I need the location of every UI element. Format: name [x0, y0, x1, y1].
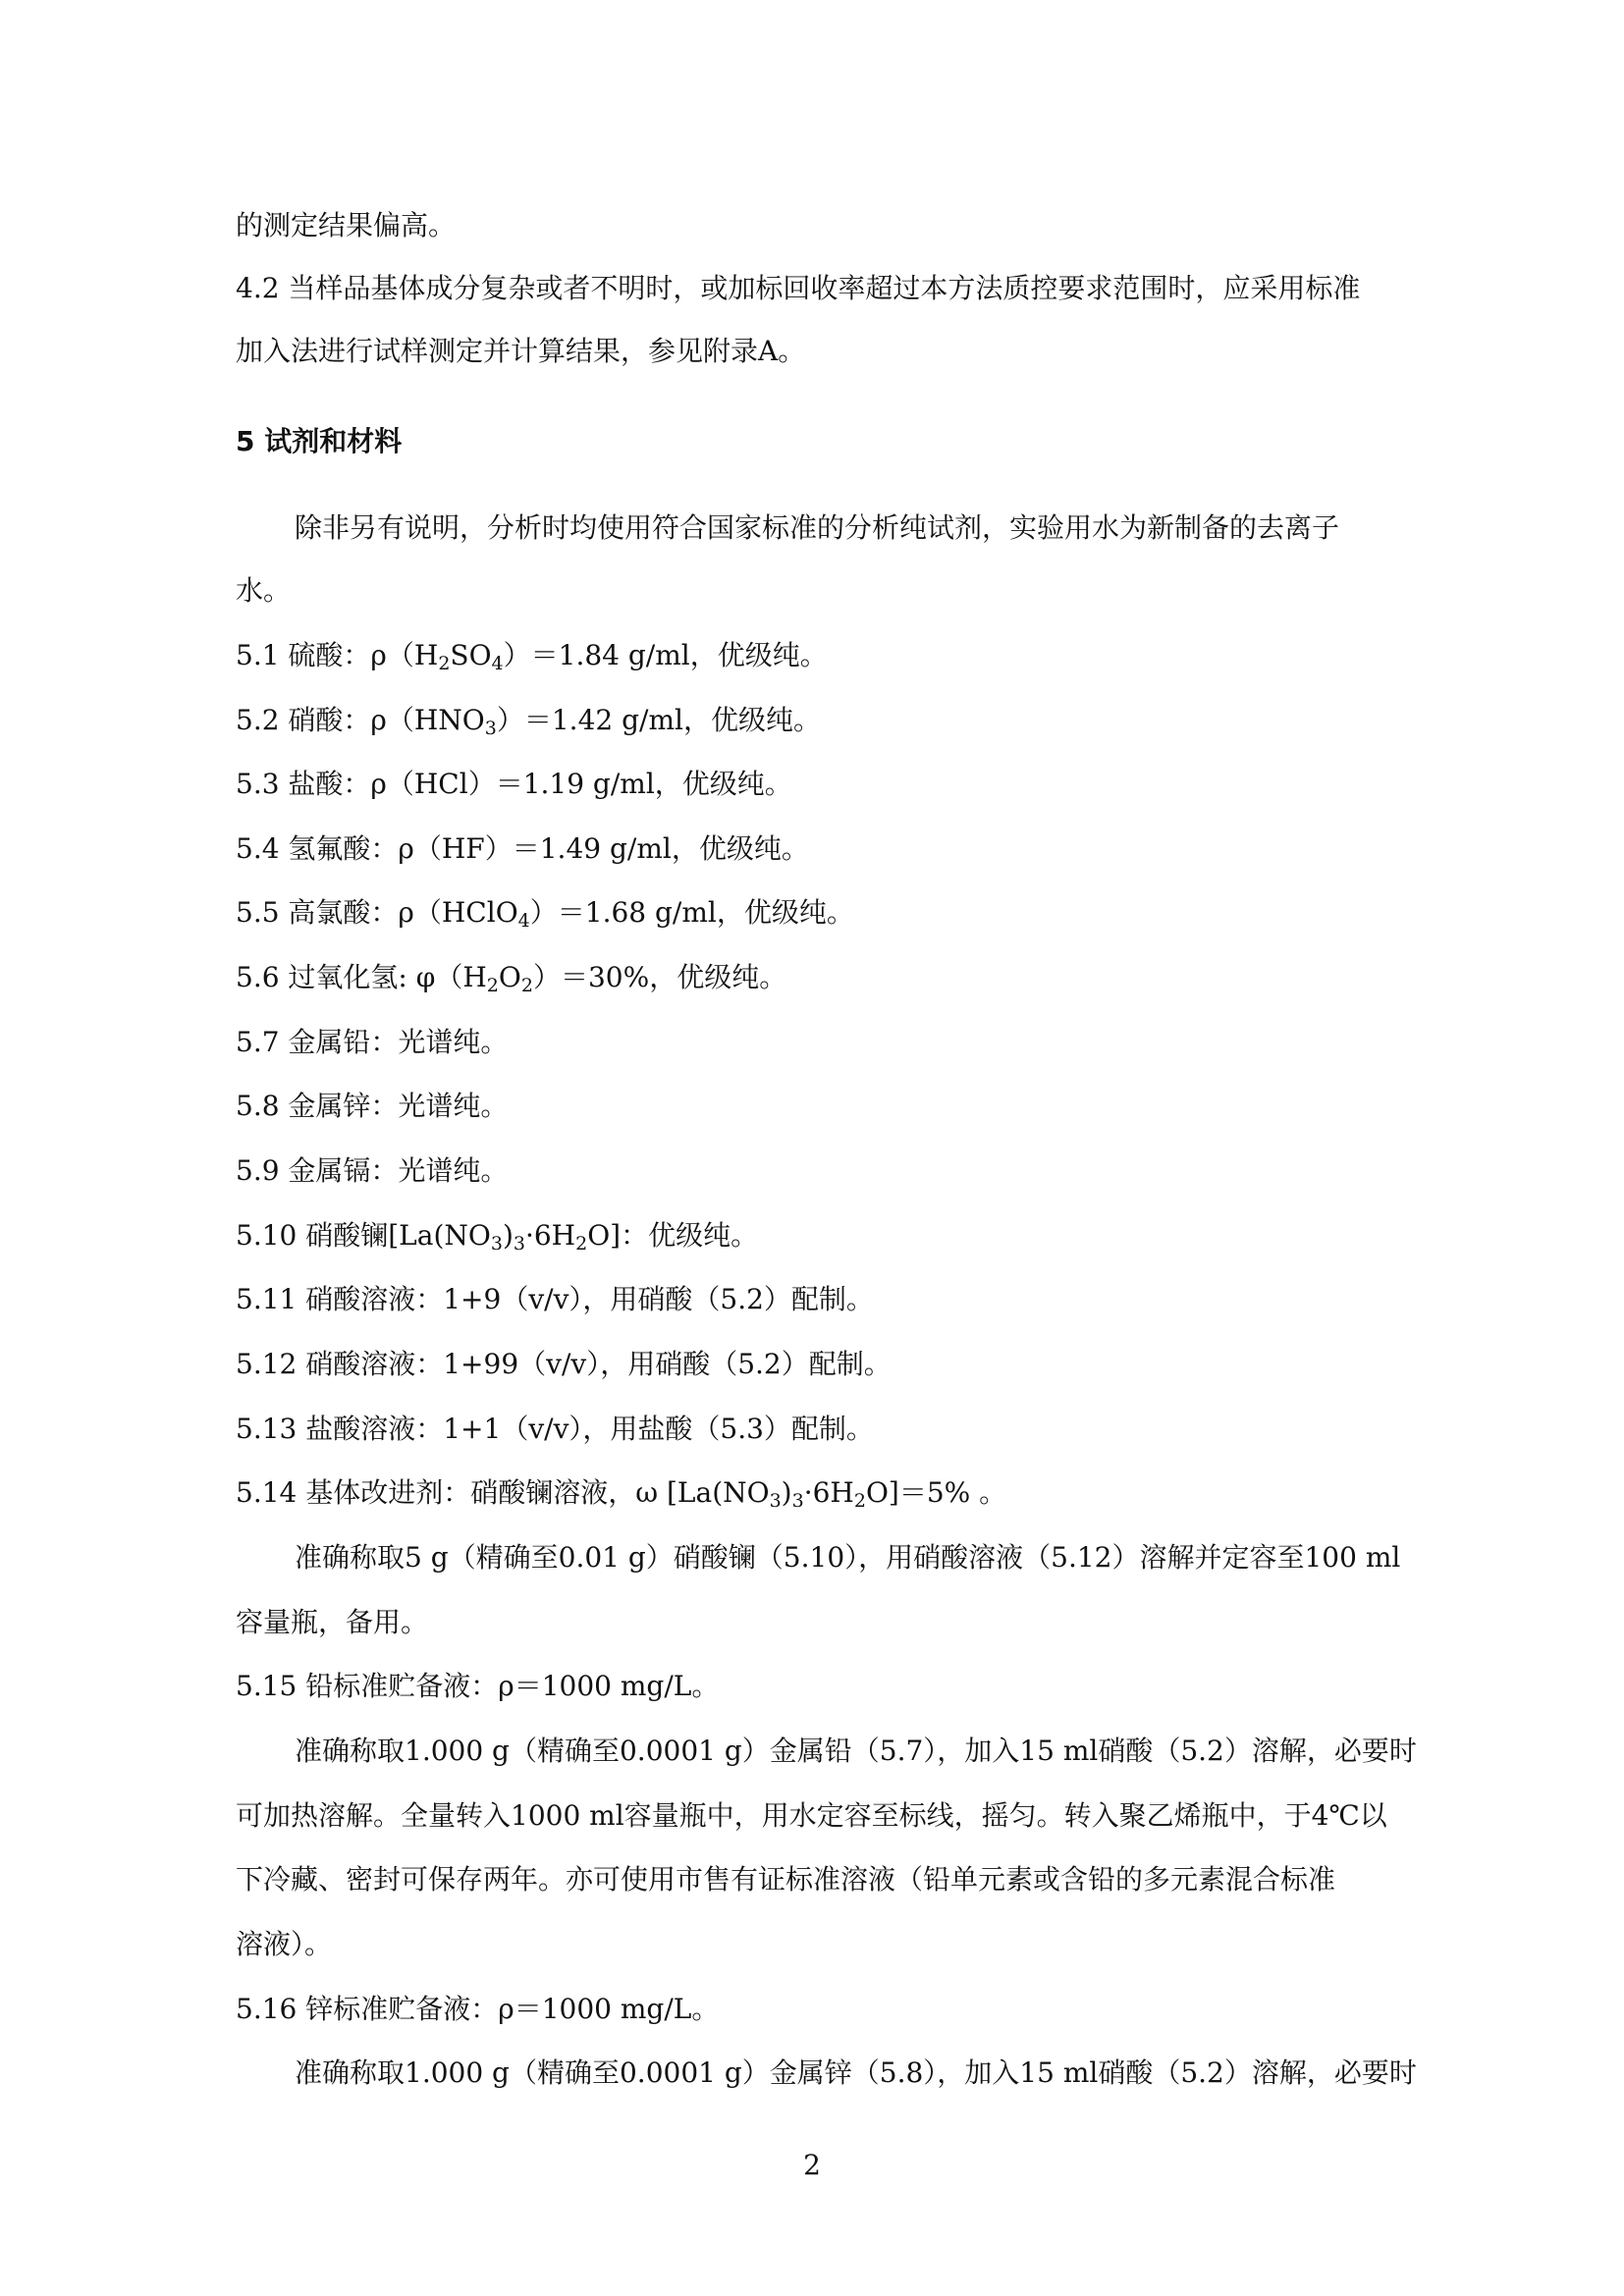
item-5-15-text-1: 准确称取1.000 g（精确至0.0001 g）金属铅（5.7），加入15 ml硝酸（5.2）溶解，必要时: [295, 1735, 1417, 1767]
item-5-1: 5.1 硫酸：$\rho(H_2SO_4)=1.84$ g/ml，优级纯。: [236, 639, 828, 674]
item-5-9: 5.9 金属镉：光谱纯。: [236, 1154, 509, 1187]
page-number: 2: [803, 2149, 821, 2181]
item-5-8: 5.8 金属锌：光谱纯。: [236, 1090, 509, 1122]
item-5-14-text-2: 容量瓶，备用。: [236, 1606, 429, 1638]
clause-4-2-line-1: 4.2 当样品基体成分复杂或者不明时，或加标回收率超过本方法质控要求范围时，应采用标准: [236, 272, 1361, 304]
item-5-10: 5.10 硝酸镧$[La(NO_3)_3\cdot 6H_2O]$：优级纯。: [236, 1219, 759, 1255]
item-5-16-text-1: 准确称取1.000 g（精确至0.0001 g）金属锌（5.8），加入15 ml硝酸（5.2）溶解，必要时: [295, 2056, 1417, 2089]
item-5-15: 5.15 铅标准贮备液：ρ＝1000 mg/L。: [236, 1670, 720, 1702]
item-5-12: 5.12 硝酸溶液：1+99（v/v），用硝酸（5.2）配制。: [236, 1348, 892, 1380]
item-5-16: 5.16 锌标准贮备液：ρ＝1000 mg/L。: [236, 1993, 720, 2025]
item-5-11: 5.11 硝酸溶液：1+9（v/v），用硝酸（5.2）配制。: [236, 1283, 874, 1315]
item-5-15-text-4: 溶液）。: [236, 1928, 333, 1960]
item-5-2: 5.2 硝酸：$\rho(HNO_3)=1.42$ g/ml，优级纯。: [236, 704, 821, 739]
item-5-5: 5.5 高氯酸：ρ（HClO$_4$）＝1.68 g/ml，优级纯。: [236, 896, 854, 932]
item-5-15-text-2: 可加热溶解。全量转入1000 ml容量瓶中，用水定容至标线，摇匀。转入聚乙烯瓶中，于4℃以: [236, 1799, 1387, 1832]
item-5-3: 5.3 盐酸：ρ（HCl）＝1.19 g/ml，优级纯。: [236, 768, 792, 800]
section-heading-5: 5 试剂和材料: [236, 425, 403, 457]
item-5-13: 5.13 盐酸溶液：1+1（v/v），用盐酸（5.3）配制。: [236, 1413, 874, 1445]
intro-line-2: 水。: [236, 574, 292, 607]
item-5-14-text-1: 准确称取5 g（精确至0.01 g）硝酸镧（5.10），用硝酸溶液（5.12）溶解并定容至100 ml: [295, 1541, 1401, 1574]
item-5-6: 5.6 过氧化氢: $\varphi(H_2O_2)=30\%$，优级纯。: [236, 961, 787, 996]
item-5-15-text-3: 下冷藏、密封可保存两年。亦可使用市售有证标准溶液（铅单元素或含铅的多元素混合标准: [236, 1863, 1336, 1896]
item-5-7: 5.7 金属铅：光谱纯。: [236, 1026, 509, 1058]
item-5-14: 5.14 基体改进剂：硝酸镧溶液，ω $[La(NO_3)_3\cdot 6H_2O]=5\%$ 。: [236, 1476, 1007, 1512]
clause-4-2-line-2: 加入法进行试样测定并计算结果，参见附录A。: [236, 335, 806, 367]
item-5-4: 5.4 氢氟酸：ρ（HF）＝1.49 g/ml，优级纯。: [236, 832, 809, 865]
paragraph-continuation: 的测定结果偏高。: [236, 209, 457, 241]
intro-line-1: 除非另有说明，分析时均使用符合国家标准的分析纯试剂，实验用水为新制备的去离子: [295, 511, 1340, 544]
